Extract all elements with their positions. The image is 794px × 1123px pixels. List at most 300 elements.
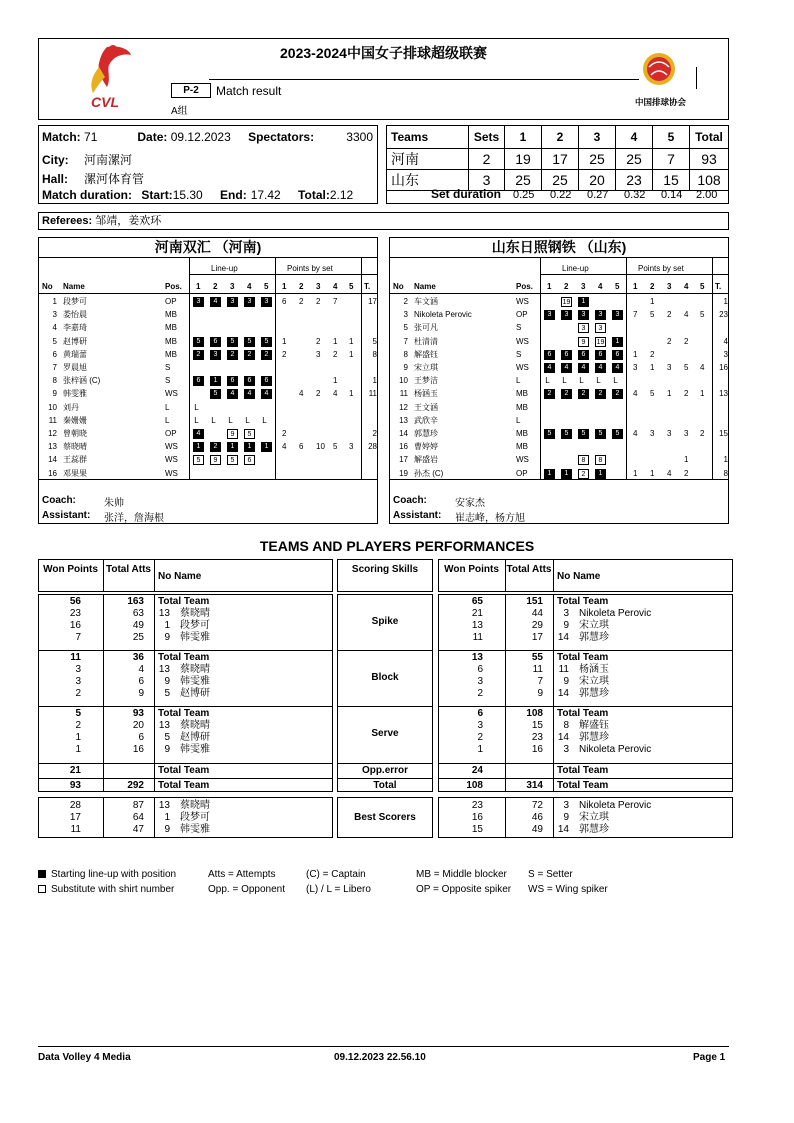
total-atts: 49 — [132, 620, 144, 631]
player-no: 16 — [48, 468, 57, 478]
spectators: 3300 — [346, 130, 373, 144]
player-pos: OP — [516, 468, 528, 478]
player-pos: L — [516, 415, 521, 425]
total-atts: 47 — [132, 824, 144, 835]
won-points: 93 — [69, 780, 81, 791]
starting-position-box: 1 — [210, 376, 221, 386]
starting-position-box: 4 — [544, 363, 555, 373]
player-pos: MB — [165, 349, 177, 359]
col-name: Name — [414, 282, 436, 291]
player-name: 段梦可 — [63, 297, 87, 306]
libero-mark: L — [262, 415, 267, 425]
player-no: 9 — [403, 363, 408, 372]
starting-position-box: 1 — [578, 297, 589, 307]
starting-position-box: 4 — [595, 363, 606, 373]
libero-mark: L — [211, 415, 216, 425]
player-pos: S — [516, 323, 522, 333]
legend-op: OP = Opposite spiker — [416, 884, 512, 895]
starting-position-box: 5 — [544, 429, 555, 439]
starting-position-box: 1 — [561, 469, 572, 479]
footer-timestamp: 09.12.2023 22.56.10 — [334, 1052, 426, 1063]
total-atts: 17 — [531, 632, 543, 643]
player-total: 23 — [719, 310, 728, 320]
player-no: 1 — [52, 297, 57, 306]
set-duration: Set duration 0.25 0.22 0.27 0.32 0.14 2.00 — [386, 186, 729, 204]
starting-position-box: 3 — [210, 350, 221, 360]
city: 河南漯河 — [84, 153, 133, 167]
player-no: 8 — [403, 349, 408, 359]
starting-position-box: 3 — [578, 310, 589, 320]
total-atts: 23 — [531, 732, 543, 743]
player-or-team: 韩雯雅 — [180, 632, 210, 643]
player-set-points: 3 — [349, 442, 354, 452]
libero-mark: L — [194, 415, 199, 425]
player-set-points: 2 — [282, 429, 287, 438]
starting-position-box: 1 — [244, 442, 255, 452]
col-points-set: 3 — [316, 282, 321, 291]
col-points-set: 2 — [650, 282, 655, 291]
player-total: 2 — [372, 429, 377, 438]
player-no: 11 — [399, 389, 408, 399]
player-no: 14 — [48, 455, 57, 465]
player-pos: OP — [165, 297, 177, 306]
player-name: 武欣辛 — [414, 415, 438, 425]
player-pos: MB — [165, 323, 177, 333]
won-points: 17 — [69, 812, 81, 823]
player-or-team: 段梦可 — [180, 620, 210, 631]
player-pos: MB — [165, 336, 177, 346]
starting-position-box: 1 — [544, 469, 555, 479]
player-set-points: 4 — [633, 429, 638, 438]
libero-mark: L — [613, 376, 618, 386]
player-or-team: 宋立琪 — [579, 620, 609, 631]
player-set-points: 4 — [333, 389, 338, 399]
player-set-points: 3 — [633, 363, 638, 372]
legend-captain: (C) = Captain — [306, 869, 366, 880]
player-name: 邓果果 — [63, 468, 87, 478]
player-set-points: 1 — [650, 297, 655, 306]
total-atts: 163 — [127, 596, 144, 607]
svg-text:中国排球协会: 中国排球协会 — [635, 98, 687, 108]
legend-libero: (L) / L = Libero — [306, 884, 371, 895]
player-no: 10 — [48, 402, 57, 412]
lineup-right-sep — [275, 258, 276, 479]
player-set-points: 2 — [316, 297, 321, 306]
legend-opp: Opp. = Opponent — [208, 884, 286, 895]
won-points: 1 — [75, 744, 81, 755]
col-points-set: 1 — [633, 282, 638, 291]
total-atts: 16 — [132, 744, 144, 755]
player-number: 14 — [557, 688, 569, 699]
total-atts: 87 — [132, 800, 144, 811]
won-points: 13 — [471, 620, 483, 631]
col-scoring-skills: Scoring Skills — [351, 564, 419, 575]
header-col-sep — [154, 559, 155, 592]
player-total: 1 — [723, 455, 728, 465]
starting-position-box: 5 — [227, 337, 238, 347]
lineup-header: Line-up — [562, 264, 589, 273]
starting-position-box: 6 — [595, 350, 606, 360]
player-number: 9 — [563, 812, 569, 823]
header-col-sep — [553, 559, 554, 592]
won-points: 7 — [75, 632, 81, 643]
starting-position-box: 5 — [244, 337, 255, 347]
player-number: 1 — [164, 620, 170, 631]
starting-position-box: 2 — [612, 389, 623, 399]
row-sep — [337, 778, 433, 779]
player-set-points: 4 — [684, 310, 689, 320]
group-sep — [540, 274, 728, 275]
player-set-points: 6 — [299, 442, 304, 452]
col-lineup-set: 3 — [230, 282, 235, 291]
lineup-left-sep — [189, 258, 190, 479]
player-no: 13 — [48, 442, 57, 452]
player-number: 11 — [558, 664, 569, 675]
match-number: 71 — [84, 130, 98, 144]
player-name: 李嘉琦 — [63, 323, 87, 333]
col-lineup-set: 4 — [247, 282, 252, 291]
starting-position-box: 4 — [561, 363, 572, 373]
coach-sep — [390, 479, 728, 480]
col-no: No — [42, 282, 53, 291]
player-pos: WS — [516, 297, 529, 306]
referees: Referees: 邹靖，姜欢环 — [38, 212, 729, 230]
won-points: 3 — [477, 676, 483, 687]
assistant-name: 崔志峰，杨方旭 — [455, 513, 525, 524]
player-set-points: 2 — [316, 389, 321, 399]
won-points: 5 — [75, 708, 81, 719]
team-total-label: Total Team — [158, 765, 210, 776]
player-or-team: 韩雯雅 — [180, 676, 210, 687]
player-number: 1 — [164, 812, 170, 823]
player-set-points: 1 — [700, 389, 705, 399]
lineup-header: Line-up — [211, 264, 238, 273]
starting-position-box: 3 — [544, 310, 555, 320]
coach-label: Coach: — [42, 495, 76, 506]
score-row-away: 山东 3 25 25 20 23 15 108 — [387, 170, 729, 191]
player-number: 3 — [563, 608, 569, 619]
starting-position-box: 6 — [612, 350, 623, 360]
roster-home — [38, 237, 378, 524]
player-no: 14 — [399, 429, 408, 438]
total-atts: 292 — [127, 780, 144, 791]
skill-name: Spike — [371, 616, 399, 627]
player-name: 孙杰 (C) — [414, 468, 444, 478]
starting-position-box: 6 — [261, 376, 272, 386]
skill-sep — [438, 650, 733, 651]
total-atts: 108 — [526, 708, 543, 719]
won-points: 13 — [471, 652, 483, 663]
footer-rule — [38, 1046, 729, 1047]
player-number: 9 — [164, 676, 170, 687]
starting-position-box: 2 — [595, 389, 606, 399]
starting-position-box: 4 — [261, 389, 272, 399]
score-table: Teams Sets 1 2 3 4 5 Total 河南 2 19 17 25 25 7 93 山东 3 25 25 20 23 15 108 — [386, 125, 729, 191]
lineup-right-sep — [626, 258, 627, 479]
starting-position-box: 5 — [595, 429, 606, 439]
header-rule — [209, 79, 639, 80]
player-no: 11 — [48, 415, 57, 425]
match-info: Match: 71 Date: 09.12.2023 Spectators: 3300 City: 河南漯河 Hall: 漯河体育管 Match duration: Start:15.30 End: 17.42 Total:2.12 — [38, 125, 378, 204]
player-or-team: Total Team — [158, 708, 210, 719]
player-or-team: 郭慧珍 — [579, 632, 609, 643]
player-or-team: 赵博研 — [180, 688, 210, 699]
player-number: 9 — [164, 632, 170, 643]
coach-name: 安家杰 — [455, 498, 485, 509]
col-pos: Pos. — [165, 282, 182, 291]
starting-position-box: 2 — [244, 350, 255, 360]
player-set-points: 3 — [667, 429, 672, 438]
player-total: 11 — [368, 389, 377, 399]
starting-position-box: 5 — [261, 337, 272, 347]
col-lineup-set: 3 — [581, 282, 586, 291]
skill-sep — [438, 706, 733, 707]
won-points: 1 — [477, 744, 483, 755]
libero-mark: L — [596, 376, 601, 386]
svg-text:CVL: CVL — [91, 94, 119, 110]
starting-position-box: 5 — [210, 389, 221, 399]
won-points: 23 — [69, 608, 81, 619]
report-header — [38, 38, 729, 120]
player-no: 13 — [399, 415, 408, 425]
libero-mark: L — [228, 415, 233, 425]
won-points: 2 — [75, 688, 81, 699]
player-total: 4 — [723, 336, 728, 346]
starting-position-box: 4 — [612, 363, 623, 373]
col-name: Name — [63, 282, 85, 291]
won-points: 6 — [477, 708, 483, 719]
starting-position-box: 3 — [561, 310, 572, 320]
col-lineup-set: 2 — [564, 282, 569, 291]
player-total: 17 — [368, 297, 377, 306]
player-pos: S — [165, 363, 171, 372]
points-right-sep — [712, 258, 713, 479]
player-or-team: Total Team — [557, 708, 609, 719]
player-name: 段梦可 — [180, 812, 210, 823]
coach-label: Coach: — [393, 495, 427, 506]
page-code: P-2 — [171, 83, 211, 98]
player-pos: WS — [516, 455, 529, 465]
team-total-label: Total Team — [557, 765, 609, 776]
col-total-atts: Total Atts — [106, 564, 151, 575]
substitute-box: 19 — [562, 299, 571, 306]
player-set-points: 4 — [282, 442, 287, 452]
player-total: 3 — [723, 349, 728, 359]
player-set-points: 5 — [333, 442, 338, 452]
skill-sep — [337, 706, 433, 707]
player-pos: MB — [516, 402, 528, 412]
col-points-set: 1 — [282, 282, 287, 291]
team-name: 河南双汇 （河南) — [39, 238, 377, 258]
player-or-team: Total Team — [158, 596, 210, 607]
starting-position-box: 4 — [578, 363, 589, 373]
player-set-points: 5 — [650, 310, 655, 320]
player-set-points: 6 — [282, 297, 287, 306]
substitute-box: 9 — [210, 455, 221, 465]
total-atts: 93 — [132, 708, 144, 719]
player-name: Nikoleta Perovic — [579, 800, 652, 811]
player-set-points: 1 — [633, 468, 638, 478]
player-name: 解盛钰 — [414, 349, 438, 359]
substitute-box: 5 — [244, 429, 255, 439]
total-atts: 44 — [531, 608, 543, 619]
starting-position-box: 2 — [578, 389, 589, 399]
player-name: 杨涵玉 — [414, 389, 438, 399]
player-or-team: 蔡晓晴 — [180, 720, 210, 731]
starting-position-box: 6 — [244, 376, 255, 386]
player-name: 杜清清 — [414, 336, 438, 346]
col-points-set: 3 — [667, 282, 672, 291]
player-name: 曾朝晓 — [63, 429, 87, 438]
player-or-team: 郭慧珍 — [579, 688, 609, 699]
player-set-points: 1 — [282, 336, 287, 346]
player-no: 3 — [52, 310, 57, 320]
col-no-name: No Name — [557, 571, 601, 582]
won-points: 16 — [471, 812, 483, 823]
player-set-points: 2 — [667, 336, 672, 346]
header-sep — [390, 293, 728, 294]
player-or-team: 宋立琪 — [579, 676, 609, 687]
player-name: 郭慧珍 — [414, 429, 438, 438]
player-total: 1 — [723, 297, 728, 306]
total-atts: 55 — [531, 652, 543, 663]
player-set-points: 5 — [650, 389, 655, 399]
player-total: 13 — [719, 389, 728, 399]
player-pos: S — [516, 349, 522, 359]
player-name: 解盛岩 — [414, 455, 438, 465]
player-set-points: 4 — [299, 389, 304, 399]
points-header: Points by set — [638, 264, 684, 273]
player-set-points: 1 — [667, 389, 672, 399]
player-set-points: 2 — [684, 389, 689, 399]
substitute-box: 8 — [595, 455, 606, 465]
player-or-team: 蔡晓晴 — [180, 664, 210, 675]
total-atts: 15 — [531, 720, 543, 731]
end-time: 17.42 — [250, 188, 281, 202]
player-pos: WS — [165, 455, 178, 465]
player-name: 张梓涵 (C) — [63, 376, 101, 386]
player-no: 12 — [399, 402, 408, 412]
player-pos: MB — [516, 442, 528, 452]
player-pos: MB — [165, 310, 177, 320]
player-no: 19 — [399, 468, 408, 478]
won-points: 2 — [477, 732, 483, 743]
player-pos: S — [165, 376, 171, 386]
header-divider — [696, 67, 697, 89]
player-number: 14 — [557, 732, 569, 743]
starting-position-box: 3 — [193, 297, 204, 307]
won-points: 2 — [477, 688, 483, 699]
col-lineup-set: 5 — [615, 282, 620, 291]
won-points: 11 — [70, 652, 81, 663]
player-set-points: 7 — [633, 310, 638, 320]
substitute-box: 3 — [578, 323, 589, 333]
total-atts: 49 — [531, 824, 543, 835]
player-no: 10 — [399, 376, 408, 386]
player-number: 14 — [557, 632, 569, 643]
skill-sep — [38, 706, 333, 707]
total-atts: 63 — [132, 608, 144, 619]
player-set-points: 4 — [633, 389, 638, 399]
total-atts: 7 — [537, 676, 543, 687]
won-points: 6 — [477, 664, 483, 675]
player-no: 17 — [399, 455, 408, 465]
starting-position-box: 3 — [612, 310, 623, 320]
player-number: 13 — [158, 608, 170, 619]
player-set-points: 1 — [349, 389, 354, 399]
starting-position-box: 4 — [227, 389, 238, 399]
col-won-points: Won Points — [444, 564, 499, 575]
col-total-atts: Total Atts — [506, 564, 552, 575]
starting-position-box: 5 — [578, 429, 589, 439]
team-total-label: Total Team — [557, 780, 609, 791]
player-number: 5 — [164, 732, 170, 743]
player-set-points: 2 — [316, 336, 321, 346]
starting-position-box: 4 — [244, 389, 255, 399]
player-name: 娄怡晨 — [63, 310, 87, 320]
assistant-label: Assistant: — [42, 510, 91, 521]
total-atts: 314 — [526, 780, 543, 791]
player-name: 王蕊群 — [63, 455, 87, 465]
substitute-box: 19 — [596, 338, 605, 346]
row-sep — [438, 778, 733, 779]
points-header: Points by set — [287, 264, 333, 273]
player-name: 蔡晓晴 — [180, 800, 210, 811]
col-lineup-set: 4 — [598, 282, 603, 291]
player-set-points: 1 — [349, 349, 354, 359]
player-number: 13 — [158, 720, 170, 731]
player-set-points: 2 — [700, 429, 705, 438]
player-number: 13 — [158, 664, 170, 675]
row-sep — [438, 763, 733, 764]
substitute-box: 3 — [595, 323, 606, 333]
player-name: 秦姗姗 — [63, 415, 87, 425]
total-atts: 36 — [132, 652, 144, 663]
starting-position-box: 4 — [210, 297, 221, 307]
row-sep — [337, 763, 433, 764]
total-atts: 64 — [132, 812, 144, 823]
total-atts: 72 — [531, 800, 543, 811]
player-pos: MB — [516, 389, 528, 399]
won-points: 16 — [69, 620, 81, 631]
total-atts: 20 — [132, 720, 144, 731]
assistant-label: Assistant: — [393, 510, 442, 521]
col-total: T. — [364, 282, 371, 291]
player-number: 8 — [563, 720, 569, 731]
player-name: 王梦洁 — [414, 376, 438, 386]
starting-position-box: 1 — [227, 442, 238, 452]
player-number: 5 — [164, 688, 170, 699]
footer-left: Data Volley 4 Media — [38, 1052, 131, 1063]
player-number: 13 — [158, 800, 170, 811]
col-points-set: 5 — [349, 282, 354, 291]
skill-sep — [38, 650, 333, 651]
total-atts: 46 — [531, 812, 543, 823]
col-no-name: No Name — [158, 571, 202, 582]
total-atts: 9 — [537, 688, 543, 699]
assistant-name: 张洋，詹海根 — [104, 513, 164, 524]
legend-atts: Atts = Attempts — [208, 869, 276, 880]
lineup-left-sep — [540, 258, 541, 479]
coach-sep — [39, 479, 377, 480]
player-set-points: 1 — [333, 336, 338, 346]
player-set-points: 2 — [650, 349, 655, 359]
starting-position-box: 1 — [261, 442, 272, 452]
col-no: No — [393, 282, 404, 291]
player-no: 5 — [403, 323, 408, 333]
player-number: 9 — [563, 676, 569, 687]
won-points: 11 — [70, 824, 81, 835]
